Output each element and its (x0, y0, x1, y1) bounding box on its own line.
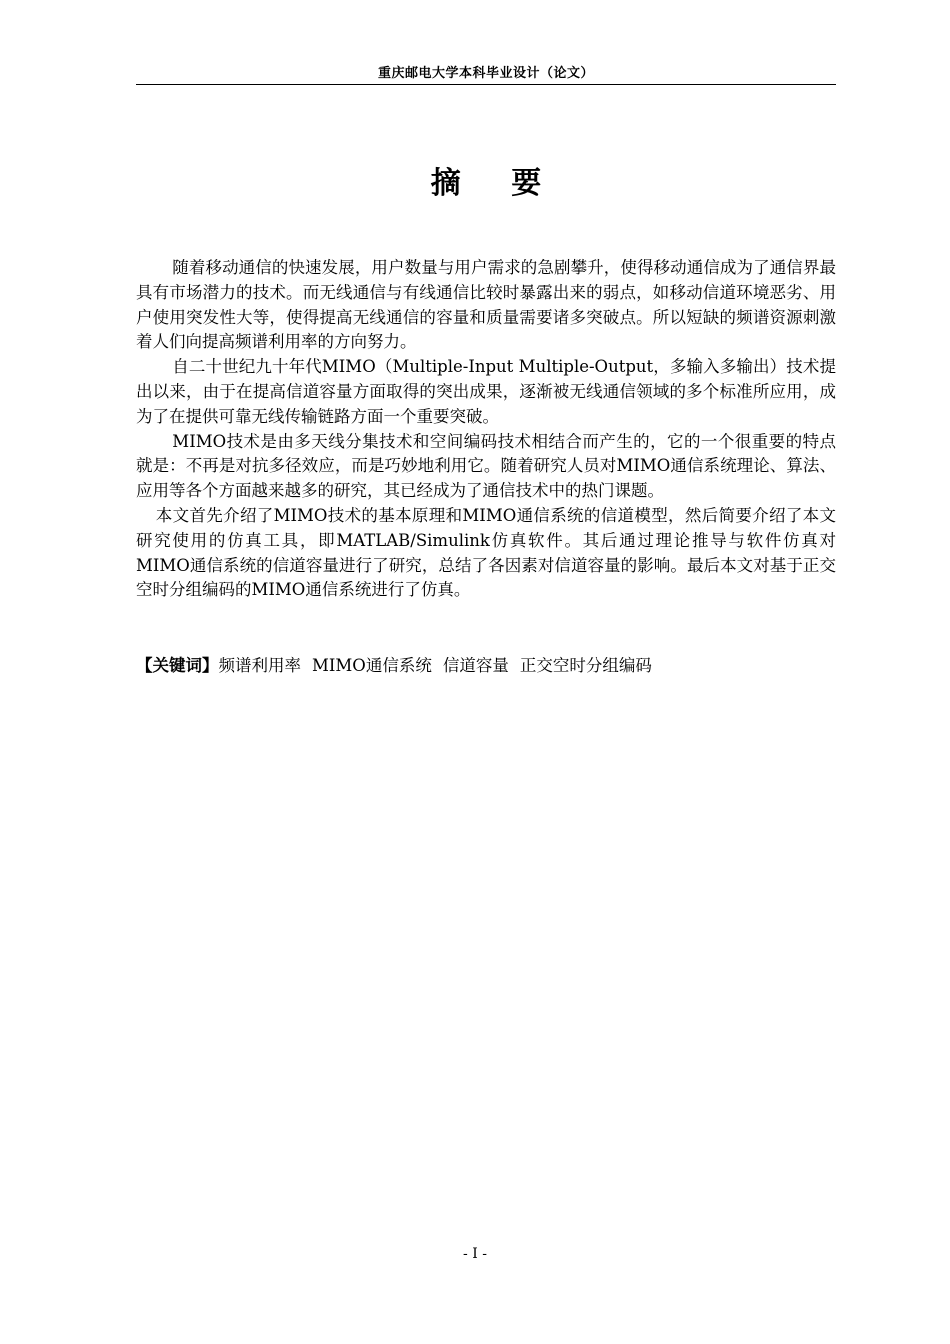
running-header: 重庆邮电大学本科毕业设计（论文） (377, 66, 594, 81)
abstract-body (136, 256, 836, 603)
keyword-item: MIMO通信系统 (312, 656, 432, 675)
abstract-title: 摘 要 (430, 166, 562, 201)
abstract-paragraph-3: MIMO技术是由多天线分集技术和空间编码技术相结合而产生的，它的一个很重要的特点就是：不再是对抗多径效应，而是巧妙地利用它。随着研究人员对MIMO通信系统理论、算法、应用等各个方面越来越多的研究，其已经成为了通信技术中的热门课题。 (136, 431, 836, 501)
keyword-item: 频谱利用率 (218, 656, 301, 675)
keywords-label: 【关键词】 (136, 656, 219, 675)
keyword-item: 信道容量 (442, 656, 509, 675)
keywords-line (136, 654, 836, 678)
page-number: - I - (463, 1246, 487, 1262)
abstract-paragraph-4: 本文首先介绍了MIMO技术的基本原理和MIMO通信系统的信道模型，然后简要介绍了本文研究使用的仿真工具，即MATLAB/Simulink仿真软件。其后通过理论推导与软件仿真对MIMO通信系统的信道容量进行了研究，总结了各因素对信道容量的影响。最后本文对基于正交空时分组编码的MIMO通信系统进行了仿真。 (136, 505, 836, 600)
abstract-paragraph-1: 随着移动通信的快速发展，用户数量与用户需求的急剧攀升，使得移动通信成为了通信界最具有市场潜力的技术。而无线通信与有线通信比较时暴露出来的弱点，如移动信道环境恶劣、用户使用突发性大等，使得提高无线通信的容量和质量需要诸多突破点。所以短缺的频谱资源刺激着人们向提高频谱利用率的方向努力。 (136, 258, 836, 352)
abstract-paragraph-2: 自二十世纪九十年代MIMO（Multiple-Input Multiple-Output，多输入多输出）技术提出以来，由于在提高信道容量方面取得的突出成果，逐渐被无线通信领域的多个标准所应用，成为了在提供可靠无线传输链路方面一个重要突破。 (136, 357, 836, 426)
keyword-item: 正交空时分组编码 (519, 656, 652, 675)
header-divider (136, 84, 836, 85)
